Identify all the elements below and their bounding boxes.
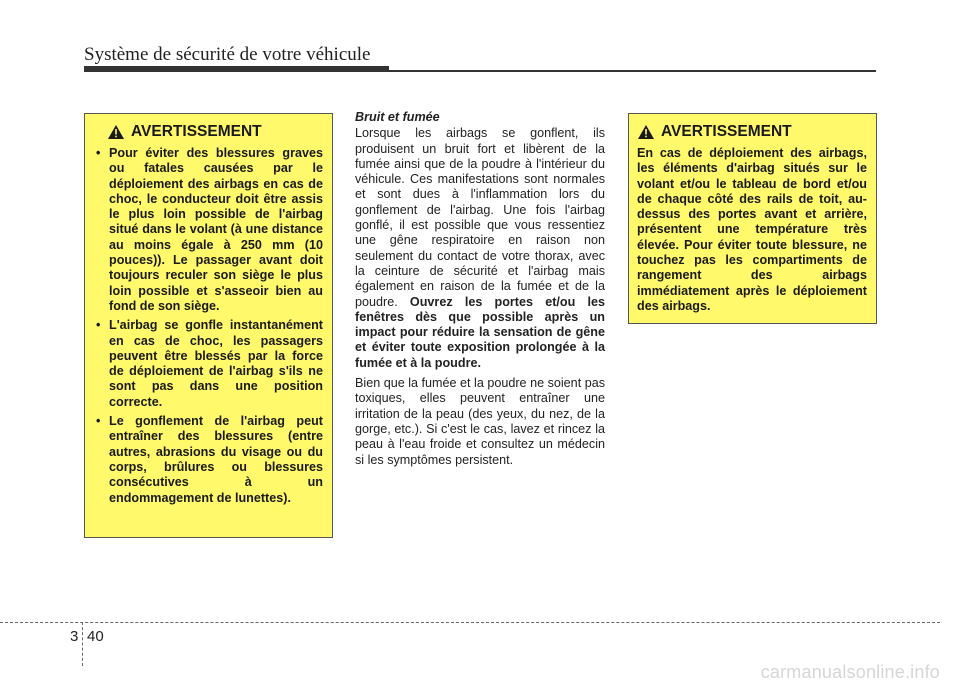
paragraph-smoke-text: Lorsque les airbags se gonflent, ils produisent un bruit fort et libèrent de la fumée ainsi que de la poudre à l'intérieur du véhicule. Ces manifestations sont normales et sont dues à l'inflammation lors du gonflement de l'airbag. Une fois l'airbag gonflé, il est possible que vous ressentiez une gêne respiratoire en raison non seulement du contact de votre thorax, avec la ceinture de sécurité et l'airbag mais également en raison de la fumée et de la poudre. <box>355 126 605 309</box>
warning-text-right: En cas de déploiement des airbags, les éléments d'airbag situés sur le volant et/ou le tableau de bord et/ou de chaque côté des rails de toit, au-dessus des portes avant et arrière, présentent une température très élevée. Pour éviter toute blessure, ne touchez pas les compartiments de rangement des airbags immédiatement après le déploiement des airbags. <box>637 146 867 313</box>
watermark: carmanualsonline.info <box>760 662 940 682</box>
warning-list-left <box>93 146 323 506</box>
warning-item: • Pour éviter des blessures graves ou fatales causées par le déploiement des airbags en cas de choc, le conducteur doit être assis le plus loin possible de l'airbag situé dans le volant (à une distance au moins égale à 250 mm (10 pouces)). Le passager avant doit toujours reculer son siège le plus loin possible et s'asseoir bien au fond de son siège. <box>93 146 323 314</box>
warning-box-left <box>84 113 333 538</box>
paragraph-smoke <box>355 126 605 371</box>
page-number: 40 <box>87 628 104 645</box>
chapter-number: 3 <box>70 628 79 645</box>
header-rule-accent <box>84 66 389 71</box>
warning-item: • L'airbag se gonfle instantanément en cas de choc, les passagers peuvent être blessés par la force de déploiement de l'airbag s'ils ne sont pas dans une position correcte. <box>93 318 323 410</box>
middle-column <box>355 110 605 473</box>
footer-divider-vertical <box>82 622 83 666</box>
warning-heading-right: AVERTISSEMENT <box>661 123 792 141</box>
section-heading: Bruit et fumée <box>355 110 440 124</box>
warning-triangle-icon <box>107 124 125 140</box>
page-header-title: Système de sécurité de votre véhicule <box>84 44 371 65</box>
footer-divider <box>0 622 940 623</box>
warning-header-left <box>93 122 323 142</box>
paragraph-toxicity: Bien que la fumée et la poudre ne soient pas toxiques, elles peuvent entraîner une irritation de la peau (des yeux, du nez, de la gorge, etc.). Si c'est le cas, lavez et rincez la peau à l'eau froide et consultez un médecin si les symptômes persistent. <box>355 376 605 467</box>
warning-triangle-icon <box>637 124 655 140</box>
paragraph-smoke-emphasis: Ouvrez les portes et/ou les fenêtres dès que possible après un impact pour réduire la sensation de gêne et éviter toute exposition prolongée à la fumée et à la poudre. <box>355 294 605 370</box>
warning-box-right <box>628 113 877 324</box>
warning-item: • Le gonflement de l'airbag peut entraîner des blessures (entre autres, abrasions du visage ou du corps, brûlures ou blessures consécutives à un endommagement de lunettes). <box>93 414 323 506</box>
warning-header-right <box>637 122 867 142</box>
warning-heading-left: AVERTISSEMENT <box>131 123 262 141</box>
